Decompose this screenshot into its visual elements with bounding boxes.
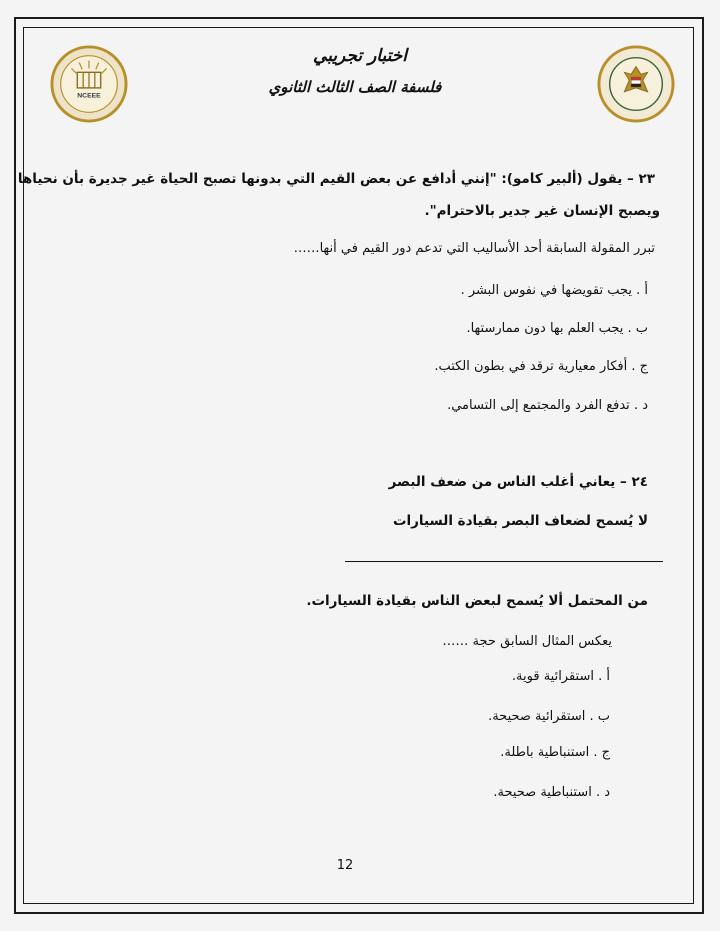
question-24-prompt: يعكس المثال السابق حجة …… [442, 634, 612, 649]
question-24-option-d: د . استنباطية صحيحة. [493, 785, 610, 800]
nceee-logo [50, 45, 128, 123]
page-number: 12 [336, 858, 354, 873]
question-23-stem-line1: ٢٣ – يقول (ألبير كامو): "إنني أدافع عن بعض القيم التي بدونها تصبح الحياة غير جديرة بأن نحياها [17, 171, 655, 187]
question-24-conclusion: من المحتمل ألا يُسمح لبعض الناس بقيادة السيارات. [306, 593, 648, 609]
argument-divider-line [345, 561, 663, 562]
svg-text:NCEEE: NCEEE [77, 92, 101, 100]
question-23-option-c: ج . أفكار معيارية ترقد في بطون الكتب. [434, 359, 648, 374]
question-23-option-a: أ . يجب تقويضها في نفوس البشر . [460, 283, 648, 298]
question-24-option-b: ب . استقرائية صحيحة. [488, 709, 610, 724]
question-23-prompt: تبرر المقولة السابقة أحد الأساليب التي تدعم دور القيم في أنها…… [293, 241, 655, 256]
ministry-logo [597, 45, 675, 123]
question-24-option-c: ج . استنباطية باطلة. [500, 745, 610, 760]
question-24-premise-2: لا يُسمح لضعاف البصر بقيادة السيارات [392, 513, 648, 529]
question-23-stem-line2: ويصبح الإنسان غير جدير بالاحترام". [424, 203, 660, 219]
question-23-option-d: د . تدفع الفرد والمجتمع إلى التسامي. [447, 398, 648, 413]
exam-title: اختبار تجريبي [313, 46, 407, 66]
question-24-option-a: أ . استقرائية قوية. [511, 669, 610, 684]
question-23-option-b: ب . يجب العلم بها دون ممارستها. [466, 321, 648, 336]
question-24-premise-1: ٢٤ – يعاني أغلب الناس من ضعف البصر [388, 474, 648, 490]
exam-subtitle: فلسفة الصف الثالث الثانوي [268, 78, 442, 96]
